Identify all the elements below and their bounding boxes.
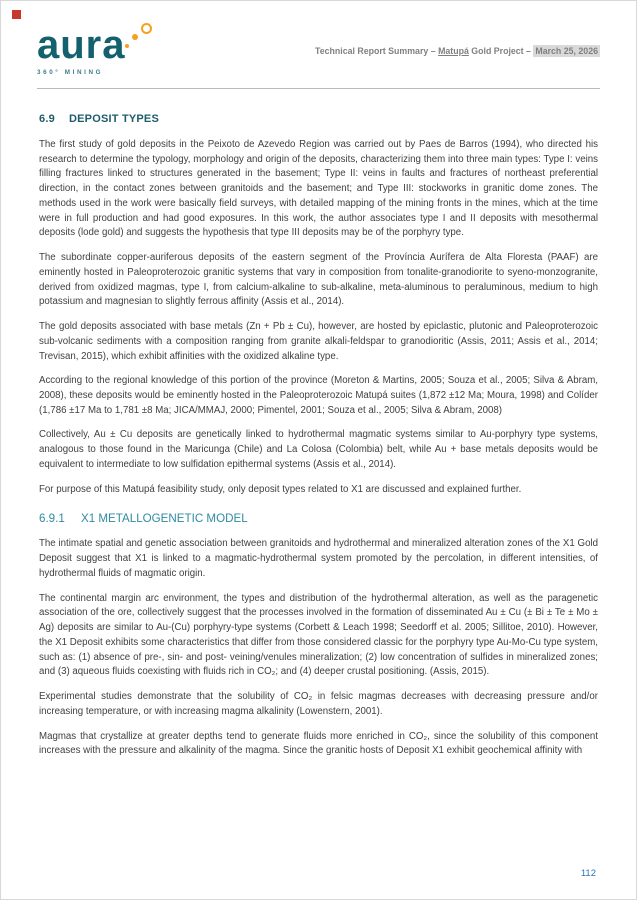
paragraph: Experimental studies demonstrate that the solubility of CO₂ in felsic magmas decreases with decreasing pressure and/or increasing temperature, or with increasing magma alkalinity (Lowenstern, 2001). — [39, 691, 598, 717]
logo-dot-medium — [132, 34, 138, 40]
logo-dot-small — [125, 44, 129, 48]
section-heading — [39, 113, 598, 125]
paragraph: The gold deposits associated with base metals (Zn + Pb ± Cu), however, are hosted by epiclastic, plutonic and Paleoproterozoic sub-volcanic sediments with a composition ranging from granite alkali-feldspar to granodioritic (Assis, 2011; Assis et al., 2014; Trevisan, 2015), which exhibit affinities with the oxidized alkaline type. — [39, 321, 598, 362]
paragraph: Magmas that crystallize at greater depths tend to generate fluids more enriched in CO₂, since the solubility of this component increases with the pressure and alkalinity of the magma. Since the granitic hosts of Deposit X1 exhibit geochemical affinity with — [39, 730, 598, 757]
subsection-title: X1 METALLOGENETIC MODEL — [81, 512, 248, 526]
paragraph: The first study of gold deposits in the Peixoto de Azevedo Region was carried out by Paes de Barros (1994), who directed his research to determine the typology, morphology and origin of the deposits, characterizing them into three main types: Type I: veins filling fractures linked to structures generated in the basement; Type II: veins in faults and fractures of northeast preferential direction, in the contact zones between granitoids and the basement; and Type III: stockworks in granitic dome zones. The methods used in the work were basically field surveys, with detailed mapping of the mining fronts in the mines, which at the time were in full production and had good exposures. In this work, the author associates type I and II deposits with mesothermal deposits (lode gold) and suggests the hypothesis that type III deposits may be of the porphyry type. — [39, 139, 598, 239]
section-title: DEPOSIT TYPES — [69, 113, 160, 125]
corner-accent-square — [12, 10, 21, 19]
header-project-name: Matupá — [438, 46, 469, 56]
logo-tagline: 360° MINING — [37, 69, 104, 76]
paragraph: The intimate spatial and genetic association between granitoids and hydrothermal and mineralized alteration zones of the X1 Gold Deposit suggest that X1 is linked to a magmatic-hydrothermal system promoted by the percolation, in different intensities, of hydrothermal fluids of magmatic origin. — [39, 538, 598, 579]
page-number: 112 — [580, 868, 596, 879]
paragraph: For purpose of this Matupá feasibility study, only deposit types related to X1 are discussed and explained further. — [39, 483, 522, 495]
paragraph: The subordinate copper-auriferous deposits of the eastern segment of the Província Aurífera de Alta Floresta (PAAF) are eminently hosted in Paleoproterozoic granitic systems that vary in composition from tonalite-granodiorite to syeno-monzogranite, derived from oxidized magmas, type I, from calcium-alkaline to sub-alkaline, meta-aluminous to peraluminous, medium to high potassium and magnesian to slightly ferrous affinity (Assis et al., 2014). — [39, 252, 598, 308]
report-header-title — [170, 45, 600, 57]
header-divider — [37, 88, 600, 89]
subsection-heading — [39, 512, 598, 525]
paragraph: According to the regional knowledge of this portion of the province (Moreton & Martins, 2005; Souza et al., 2005; Silva & Abram, 2008), these deposits would be eminently hosted in the Paleoproterozoic Matupá suites (1,872 ±12 Ma; Moura, 1998) and Colíder (1,786 ±17 Ma to 1,781 ±8 Ma; JICA/MMAJ, 2000; Pimentel, 2001; Souza et al., 2005; Silva & Abram, 2008) — [39, 375, 598, 416]
header-title-prefix: Technical Report Summary – — [315, 46, 439, 56]
document-body — [39, 113, 598, 769]
header-date: March 25, 2026 — [535, 46, 598, 56]
section-number: 6.9 — [39, 113, 55, 125]
paragraph: Collectively, Au ± Cu deposits are genetically linked to hydrothermal magmatic systems similar to Au-porphyry type systems, analogous to those found in the Maricunga (Chile) and La Colosa (Colombia) belt, while Au + base metals deposits would be equivalent to intermediate to low sulfidation epithermal systems (Assis et al., 2014). — [39, 429, 598, 470]
logo-wordmark: aura — [37, 23, 126, 67]
header-title-mid: Gold Project – — [468, 46, 534, 56]
paragraph: The continental margin arc environment, the types and distribution of the hydrothermal alteration, as well as the paragenetic association of the ore, collectively suggest that the processes involved in the formation of disseminated Au ± Cu (± Bi ± Te ± Mo ± Ag) deposits are similar to Au-(Cu) porphyry-type systems (Corbett & Leach 1998; Seedorff et al. 2005; Sillitoe, 2010). However, the X1 Deposit exhibits some characteristics that differ from those considered classic for the porphyry type Au-Mo-Cu type system, such as: (1) absence of pre-, sin- and post- veining/venules mineralization; (2) low concentration of sulfides in mineralized zones; and (3) aqueous fluids coexisting with fluids rich in CO₂; and (4) deeper crustal positioning. (Assis, 2015). — [39, 592, 598, 678]
logo-sun-dots-icon — [125, 23, 159, 55]
logo-ring — [141, 23, 152, 34]
subsection-number: 6.9.1 — [39, 512, 65, 526]
